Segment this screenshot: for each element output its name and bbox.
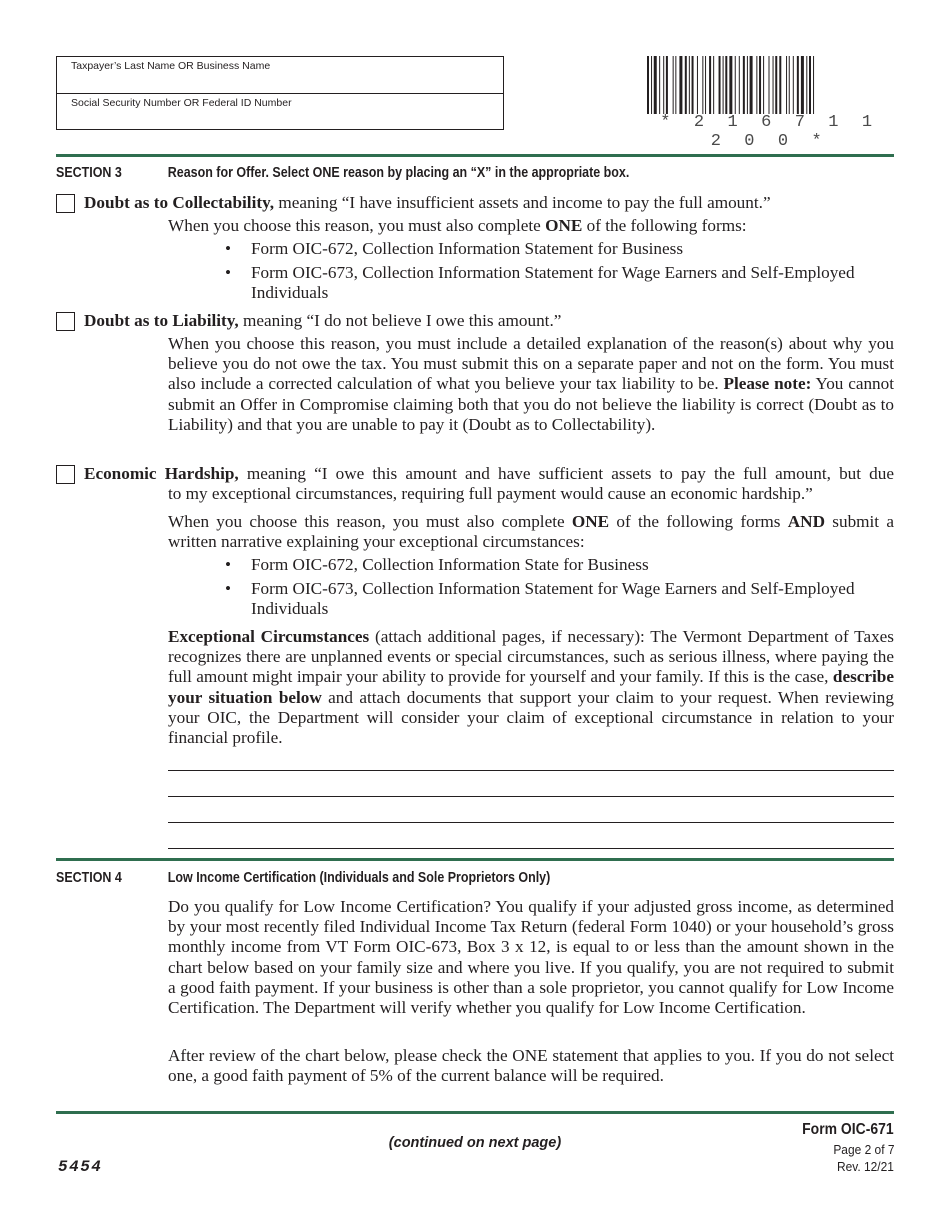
section4-top-rule: [56, 858, 894, 861]
collectability-checkbox[interactable]: [56, 194, 75, 213]
low-income-instructions: After review of the chart below, please check the ONE statement that applies to you. If you do not select one, a good faith payment of 5% of the current balance will be required.: [168, 1046, 894, 1086]
collectability-intro-emphasis: ONE: [545, 216, 583, 235]
ssn-field-label: Social Security Number OR Federal ID Number: [71, 97, 292, 109]
exceptional-circumstances-title: Exceptional Circumstances: [168, 627, 370, 646]
barcode-bar: [679, 56, 682, 114]
barcode-bar: [666, 56, 668, 114]
barcode-bar: [813, 56, 814, 114]
barcode-bar: [729, 56, 732, 114]
barcode-bar: [739, 56, 740, 114]
barcode-bar: [692, 56, 694, 114]
barcode-bar: [697, 56, 698, 114]
barcode-bar: [775, 56, 777, 114]
ssn-field-row: [57, 93, 503, 129]
liability-checkbox[interactable]: [56, 312, 75, 331]
collectability-form-list: [168, 239, 894, 307]
barcode-bar: [756, 56, 757, 114]
liability-meaning: meaning “I do not believe I owe this amount.”: [238, 311, 562, 330]
barcode-bar: [786, 56, 787, 114]
barcode-bar: [673, 56, 674, 114]
collectability-meaning: meaning “I have insufficient assets and income to pay the full amount.”: [274, 193, 771, 212]
barcode-bar: [743, 56, 745, 114]
hardship-intro-one: ONE: [571, 512, 610, 531]
form-code: 5454: [58, 1158, 103, 1176]
exceptional-circumstances-body: (attach additional pages, if necessary): The Vermont Department of Taxes recognizes there are unplanned events or special circumstances, such as serious illness, where paying the full amount might impair your ability to provide for yourself and your family. If this is the case,: [168, 627, 894, 687]
barcode-bar: [719, 56, 721, 114]
barcode-bar: [735, 56, 736, 114]
section3-number: SECTION 3: [56, 165, 122, 181]
barcode-bar: [659, 56, 660, 114]
narrative-writing-line[interactable]: [168, 796, 894, 797]
barcode-bar: [747, 56, 748, 114]
barcode: [647, 56, 892, 114]
collectability-heading: [84, 193, 894, 213]
barcode-bar: [759, 56, 761, 114]
describe-situation-emphasis: describe your situation below: [168, 667, 894, 707]
exceptional-circumstances-text: [168, 627, 894, 748]
barcode-bar: [675, 56, 676, 114]
hardship-intro-end: submit a written narrative explaining your exceptional circumstances:: [168, 512, 894, 552]
list-item: • Form OIC-672, Collection Information Statement for Business: [168, 239, 894, 259]
section3-title: Reason for Offer. Select ONE reason by placing an “X” in the appropriate box.: [167, 165, 630, 181]
name-field-label: Taxpayer’s Last Name OR Business Name: [71, 60, 271, 72]
hardship-heading: [84, 464, 894, 504]
section4-heading: [56, 870, 550, 886]
hardship-meaning: meaning “I owe this amount and have sufficient assets to pay the full amount, but due: [238, 464, 894, 483]
section3-top-rule: [56, 154, 894, 157]
barcode-bar: [647, 56, 649, 114]
barcode-bar: [806, 56, 807, 114]
barcode-bar: [763, 56, 764, 114]
hardship-intro-middle: of the following forms: [609, 512, 788, 531]
hardship-checkbox[interactable]: [56, 465, 75, 484]
liability-heading: [84, 311, 894, 331]
hardship-meaning-continued: to my exceptional circumstances, requiring full payment would cause an economic hardship.”: [168, 484, 813, 504]
barcode-bar: [651, 56, 652, 114]
barcode-bar: [773, 56, 774, 114]
barcode-bar: [809, 56, 811, 114]
revision-date: Rev. 12/21: [837, 1159, 894, 1174]
barcode-bar: [793, 56, 794, 114]
hardship-intro-and: AND: [787, 512, 826, 531]
barcode-bar: [797, 56, 799, 114]
barcode-number: * 2 1 6 7 1 1 2 0 0 *: [660, 113, 879, 151]
hardship-title: Economic Hardship,: [84, 464, 239, 483]
footer-rule: [56, 1111, 894, 1114]
list-item: • Form OIC-673, Collection Information Statement for Wage Earners and Self-Employed Individuals: [168, 579, 894, 619]
barcode-bar: [750, 56, 753, 114]
barcode-bar: [789, 56, 790, 114]
barcode-bar: [713, 56, 714, 114]
list-item: • Form OIC-672, Collection Information State for Business: [168, 555, 894, 575]
continued-note: (continued on next page): [388, 1135, 562, 1151]
barcode-bar: [705, 56, 706, 114]
barcode-bar: [801, 56, 804, 114]
section4-title: Low Income Certification (Individuals and Sole Proprietors Only): [167, 870, 551, 886]
hardship-intro-text: When you choose this reason, you must also complete: [168, 512, 572, 531]
barcode-bar: [709, 56, 711, 114]
taxpayer-id-box: [56, 56, 504, 130]
barcode-bar: [663, 56, 664, 114]
collectability-instructions: [168, 216, 894, 236]
form-number: Form OIC-671: [802, 1121, 894, 1138]
narrative-writing-line[interactable]: [168, 770, 894, 771]
collectability-intro-text: When you choose this reason, you must also complete: [168, 216, 546, 235]
low-income-paragraph: Do you qualify for Low Income Certification? You qualify if your adjusted gross income, as determined by your most recently filed Individual Income Tax Return (federal Form 1040) or your household’s gross monthly income from VT Form OIC-673, Box 3 x 12, is equal to or less than the amount shown in the chart below based on your family size and where you live. If you qualify, you are not required to submit a good faith payment. If your business is other than a sole proprietor, you cannot qualify for Low Income Certification. The Department will verify whether you qualify for Low Income Certification.: [168, 897, 894, 1018]
barcode-bar: [779, 56, 781, 114]
liability-please-note: Please note:: [723, 374, 812, 394]
barcode-bar: [702, 56, 703, 114]
barcode-bar: [723, 56, 724, 114]
ssn-input[interactable]: [71, 109, 491, 123]
page-number: Page 2 of 7: [832, 1142, 894, 1157]
narrative-writing-line[interactable]: [168, 822, 894, 823]
barcode-bar: [769, 56, 770, 114]
section4-number: SECTION 4: [56, 870, 122, 886]
name-input[interactable]: [71, 72, 491, 86]
barcode-bar: [689, 56, 690, 114]
name-field-row: [57, 57, 503, 93]
list-item: • Form OIC-673, Collection Information Statement for Wage Earners and Self-Employed Individuals: [168, 263, 894, 303]
hardship-instructions: [168, 512, 894, 552]
barcode-bar: [725, 56, 727, 114]
section3-heading: [56, 165, 629, 181]
liability-body-end: You cannot submit an Offer in Compromise claiming both that you do not believe the liability is correct (Doubt as to Liability) and that you are unable to pay it (Doubt as to Collectability).: [168, 374, 895, 434]
barcode-bar: [685, 56, 687, 114]
collectability-title: Doubt as to Collectability,: [84, 193, 275, 212]
liability-body-text: When you choose this reason, you must include a detailed explanation of the reason(s) about why you believe you do not owe the tax. You must submit this on a separate paper and not on the form. You must also include a corrected calculation of what you believe your tax liability to be.: [168, 334, 894, 394]
barcode-bar: [654, 56, 657, 114]
liability-title: Doubt as to Liability,: [84, 311, 239, 330]
narrative-writing-line[interactable]: [168, 848, 894, 849]
hardship-form-list: [168, 555, 894, 623]
liability-instructions: [168, 334, 894, 435]
exceptional-circumstances-end: and attach documents that support your claim to your request. When reviewing your OIC, the Department will consider your claim of exceptional circumstance in relation to your financial profile.: [168, 687, 894, 748]
collectability-intro-end: of the following forms:: [582, 216, 747, 235]
